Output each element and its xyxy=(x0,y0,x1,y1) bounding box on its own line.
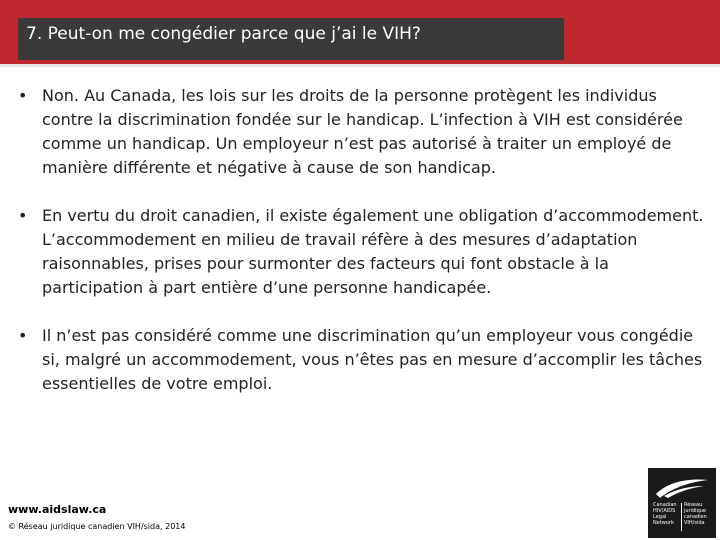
bullet-text-2: En vertu du droit canadien, il existe également une obligation d’accommodement. L’accommodement en milieu de travail réfère à des mesures d’adaptation raisonnables, prises pour surmonter des facteurs qui font obstacle à la participation à part entière d’une personne handicapée. xyxy=(42,206,704,297)
bullet-symbol: • xyxy=(18,326,28,345)
bullet-symbol: • xyxy=(18,86,28,105)
bullet-item-3 xyxy=(14,324,704,396)
header-divider xyxy=(0,64,720,67)
logo-divider xyxy=(681,503,682,531)
bullet-text-3: Il n’est pas considéré comme une discrimination qu’un employeur vous congédie si, malgré un accommodement, vous n’êtes pas en mesure d’accomplir les tâches essentielles de votre emploi. xyxy=(42,326,703,393)
bullet-symbol: • xyxy=(18,206,28,225)
copyright-text: © Réseau juridique canadien VIH/sida, 2014 xyxy=(8,522,186,531)
logo-text-en: Canadian HIV/AIDS Legal Network xyxy=(653,502,677,526)
bullet-list xyxy=(14,84,704,420)
bullet-text-1: Non. Au Canada, les lois sur les droits de la personne protègent les individus contre la discrimination fondée sur le handicap. L’infection à VIH est considérée comme un handicap. Un employeur n’est pas autorisé à traiter un employé de manière différente et négative à cause de son handicap. xyxy=(42,86,683,177)
slide-title: 7. Peut-on me congédier parce que j’ai le VIH? xyxy=(26,24,421,44)
bullet-item-1 xyxy=(14,84,704,180)
swoosh-logo-icon xyxy=(654,474,710,500)
bullet-item-2 xyxy=(14,204,704,300)
website-link[interactable]: www.aidslaw.ca xyxy=(8,503,107,516)
logo-text-fr: Réseau juridique canadien VIH/sida xyxy=(684,502,707,526)
organization-logo xyxy=(648,468,716,538)
